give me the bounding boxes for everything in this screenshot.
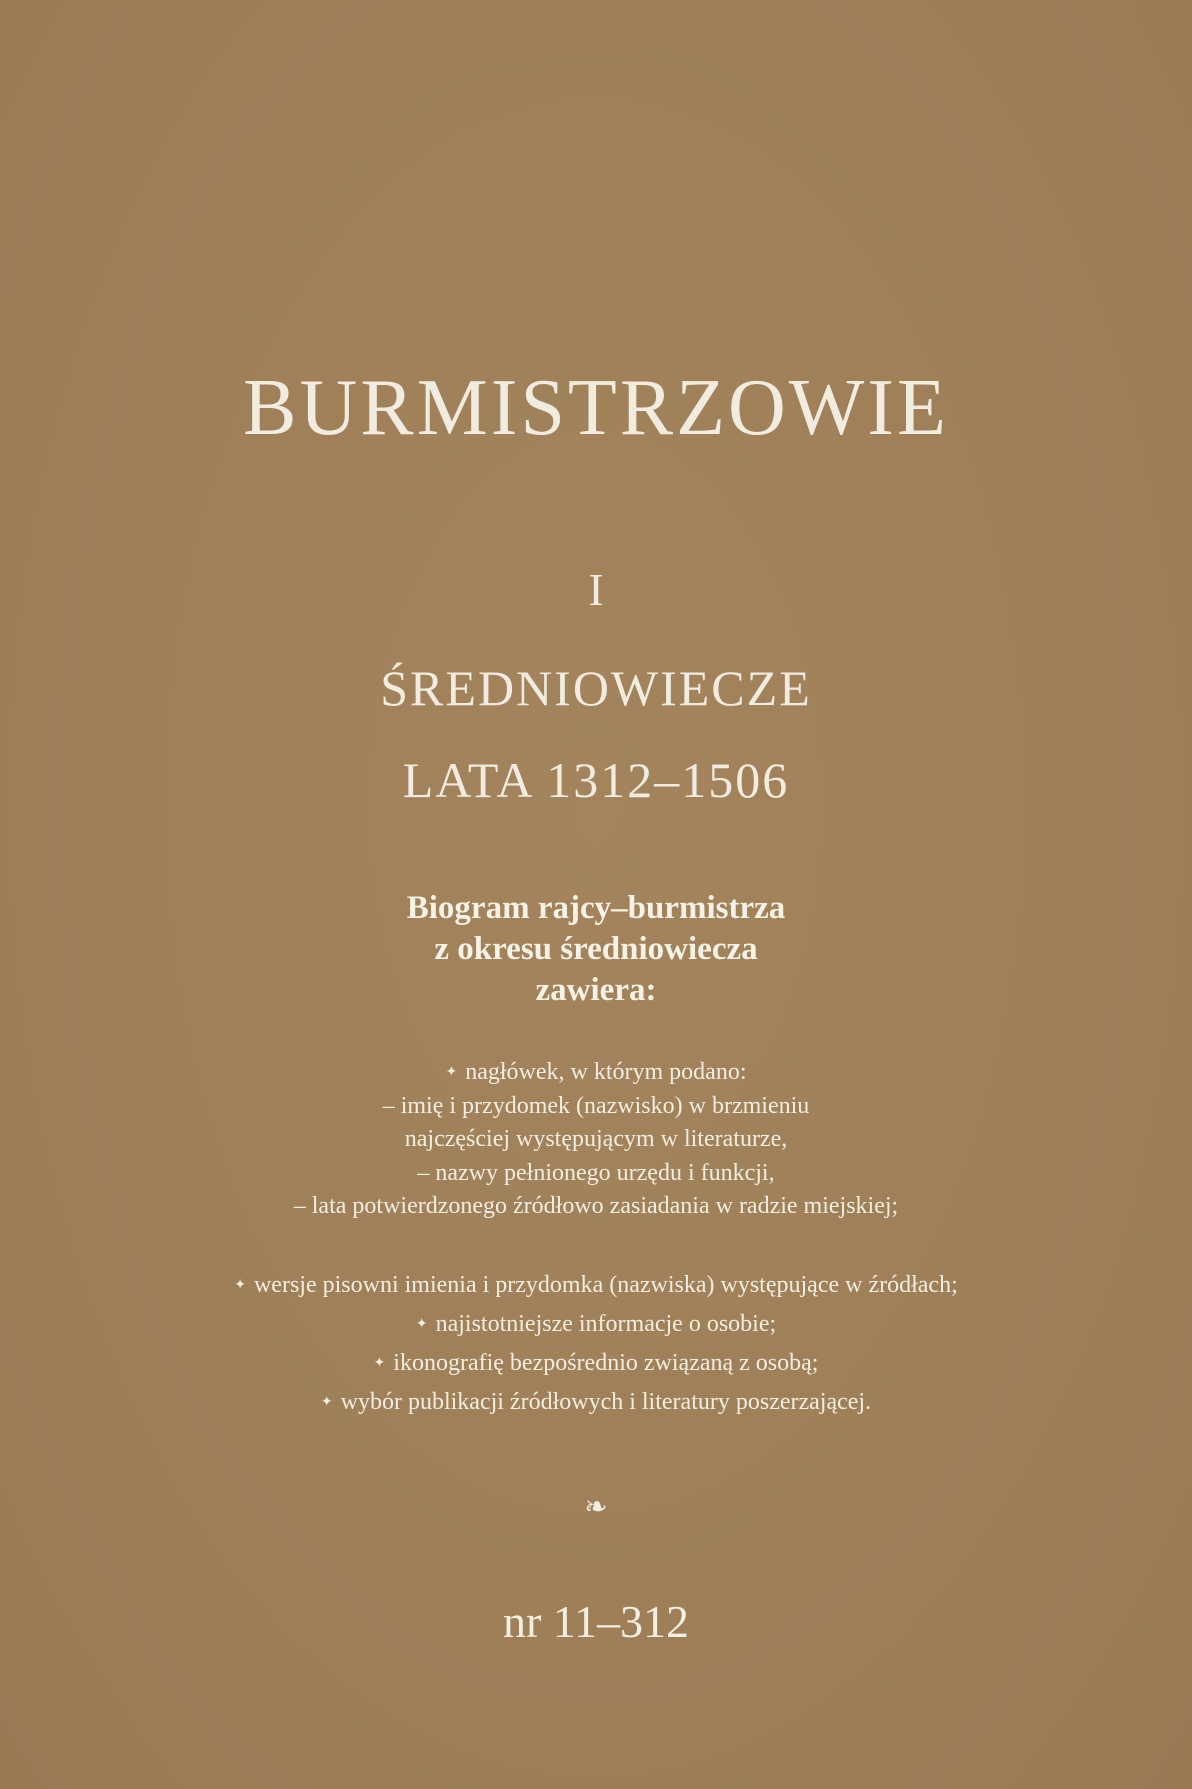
list-item-text: ikonografię bezpośrednio związaną z osobą; <box>393 1350 819 1376</box>
volume-range-number: nr 11–312 <box>502 1596 690 1647</box>
fleuron-ornament-icon: ❧ <box>584 1492 608 1523</box>
list-item-text: najistotniejsze informacje o osobie; <box>435 1311 777 1337</box>
cover-subtitle <box>0 642 1192 826</box>
detail-line: najczęściej występującym w literaturze, <box>404 1126 788 1152</box>
bullet-icon: ✦ <box>373 1356 386 1371</box>
period-years: LATA 1312–1506 <box>402 752 790 808</box>
detail-line: – imię i przydomek (nazwisko) w brzmieniu <box>382 1092 810 1119</box>
bullet-icon: ✦ <box>415 1317 428 1332</box>
intro-heading <box>0 888 1192 1011</box>
list-item-text: wersje pisowni imienia i przydomka (nazwiska) występujące w źródłach; <box>253 1272 958 1298</box>
detail-line: – lata potwierdzonego źródłowo zasiadania w radzie miejskiej; <box>293 1193 899 1219</box>
list-item <box>0 1266 1192 1305</box>
detail-line: – nazwy pełnionego urzędu i funkcji, <box>417 1159 775 1186</box>
list-item <box>0 1056 1192 1090</box>
contents-list <box>0 1266 1192 1422</box>
list-item <box>0 1305 1192 1344</box>
bullet-icon: ✦ <box>234 1278 246 1293</box>
intro-line: z okresu średniowiecza <box>434 931 758 967</box>
period-name: ŚREDNIOWIECZE <box>380 660 812 716</box>
list-item-text: nagłówek, w którym podano: <box>465 1059 747 1085</box>
list-item-text: wybór publikacji źródłowych i literatury poszerzającej. <box>340 1389 872 1415</box>
list-item <box>0 1383 1192 1422</box>
bullet-icon: ✦ <box>445 1065 458 1080</box>
cover-title: BURMISTRZOWIE <box>243 364 949 452</box>
bullet-icon: ✦ <box>320 1395 333 1410</box>
intro-line: Biogram rajcy–burmistrza <box>406 890 786 926</box>
intro-line: zawiera: <box>535 972 657 1008</box>
volume-number: I <box>588 564 604 615</box>
header-description <box>0 1056 1192 1224</box>
list-item <box>0 1344 1192 1383</box>
